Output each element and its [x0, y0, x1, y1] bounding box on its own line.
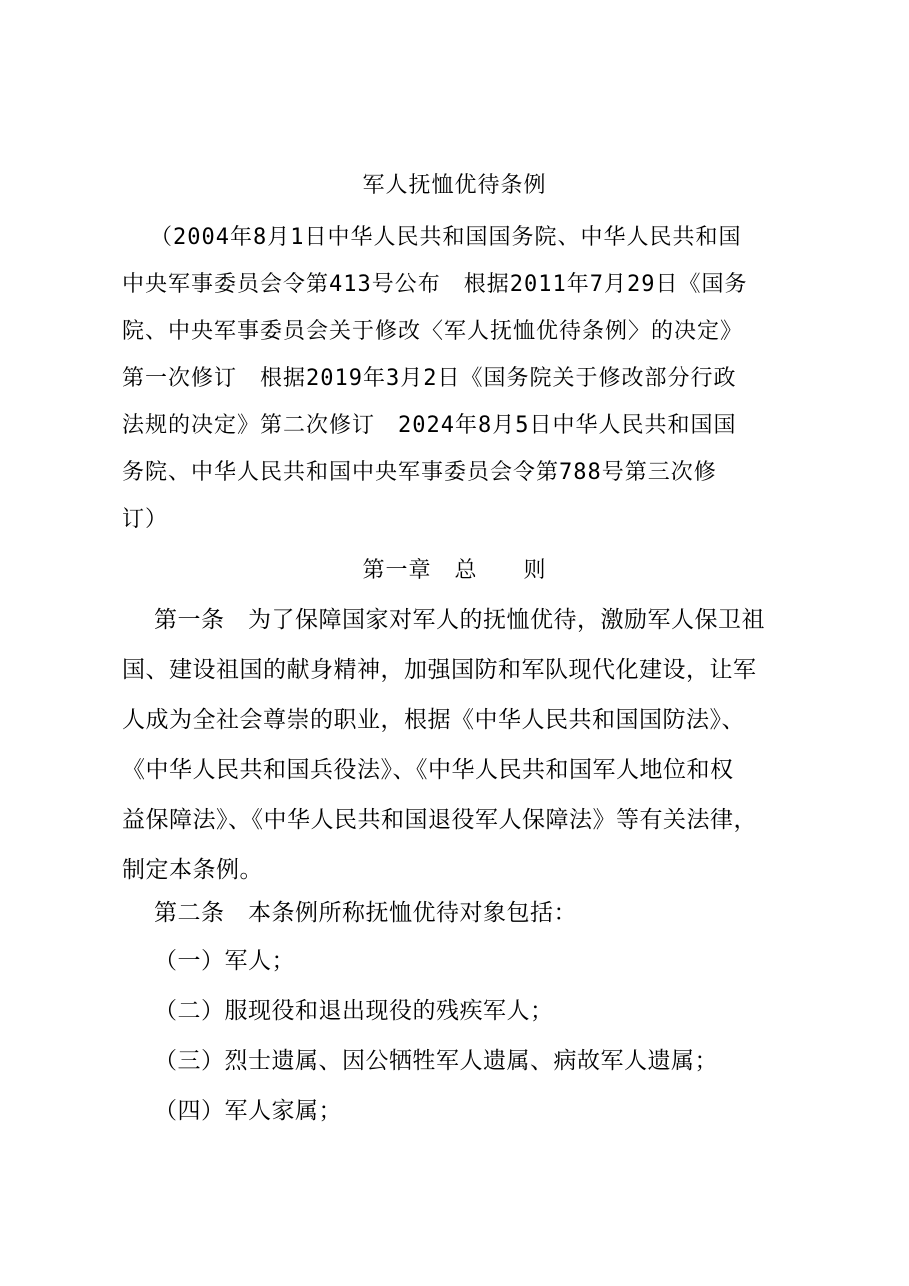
chapter-title: 第一章 总 则	[362, 558, 547, 583]
article-1-line: 第一条 为了保障国家对军人的抚恤优待，激励军人保卫祖	[154, 607, 765, 633]
article-2-item: （三）烈士遗属、因公牺牲军人遗属、病故军人遗属；	[154, 1048, 718, 1074]
revision-note-line: 订）	[122, 507, 169, 532]
article-1-line: 国、建设祖国的献身精神，加强国防和军队现代化建设，让军	[122, 657, 757, 683]
article-1-line: 人成为全社会尊崇的职业，根据《中华人民共和国国防法》、	[122, 707, 745, 733]
revision-note-line: 院、中央军事委员会关于修改〈军人抚恤优待条例〉的决定》	[122, 319, 744, 344]
revision-note-line: 中央军事委员会令第413号公布 根据2011年7月29日《国务	[122, 272, 748, 297]
article-2-item: （一）军人；	[154, 948, 295, 974]
article-1-line: 益保障法》、《中华人民共和国退役军人保障法》等有关法律，	[122, 807, 757, 833]
article-1-line: 制定本条例。	[122, 857, 263, 883]
revision-note-line: 第一次修订 根据2019年3月2日《国务院关于修改部分行政	[122, 366, 737, 391]
revision-note-line: 法规的决定》第二次修订 2024年8月5日中华人民共和国国	[122, 413, 737, 438]
article-1-line: 《中华人民共和国兵役法》、《中华人民共和国军人地位和权	[122, 757, 734, 783]
article-2-item: （四）军人家属；	[154, 1098, 342, 1124]
article-2-heading: 第二条 本条例所称抚恤优待对象包括：	[154, 900, 577, 926]
revision-note-line: 务院、中华人民共和国中央军事委员会令第788号第三次修	[122, 460, 717, 485]
document-title: 军人抚恤优待条例	[362, 173, 547, 198]
article-2-item: （二）服现役和退出现役的残疾军人；	[154, 998, 554, 1024]
revision-note-line: （2004年8月1日中华人民共和国国务院、中华人民共和国	[150, 225, 742, 250]
